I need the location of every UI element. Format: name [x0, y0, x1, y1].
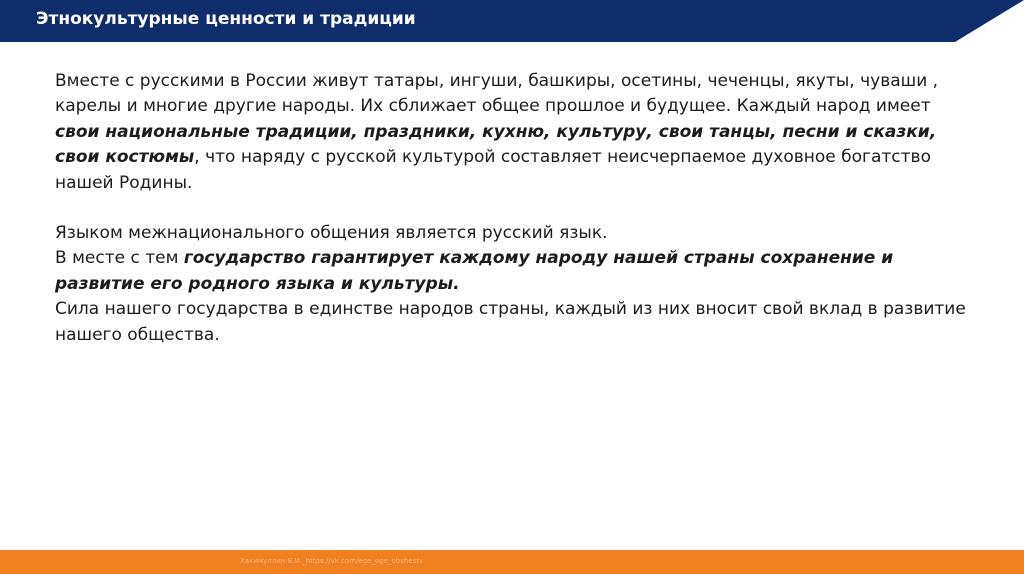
- paragraph-guarantee: [55, 246, 975, 297]
- header-bar: [0, 0, 1024, 42]
- paragraph-peoples-text: Вместе с русскими в России живут татары, ингуши, башкиры, осетины, чеченцы, якуты, чуваши , карелы и многие другие народы. Их сближает общее прошлое и будущее. Каждый народ имеет: [55, 71, 939, 117]
- paragraph-language: Языком межнационального общения является русский язык.: [55, 223, 608, 244]
- paragraph-guarantee-text: В месте с тем: [55, 248, 184, 269]
- paragraph-peoples-ending: , что наряду с русской культурой составляет неисчерпаемое духовное богатство нашей Родины.: [55, 147, 931, 193]
- paragraph-guarantee-emphasis: государство гарантирует каждому народу нашей страны сохранение и развитие его родного языка и культуры.: [55, 248, 894, 294]
- slide-title: Этнокультурные ценности и традиции: [36, 9, 416, 29]
- paragraph-unity: Сила нашего государства в единстве народов страны, каждый из них вносит свой вклад в развитие нашего общества.: [55, 299, 966, 345]
- paragraph-peoples-emphasis: свои национальные традиции, праздники, кухню, культуру, свои танцы, песни и сказки, свои костюмы: [55, 121, 937, 168]
- footer-bar: [0, 550, 1024, 574]
- slide-body: [55, 69, 975, 348]
- paragraph-peoples: [55, 69, 975, 196]
- footer-credit: Хакимуллин Б.И._https://vk.com/ege_oge_obshestv: [240, 557, 424, 565]
- paragraph-spacer: [55, 196, 975, 221]
